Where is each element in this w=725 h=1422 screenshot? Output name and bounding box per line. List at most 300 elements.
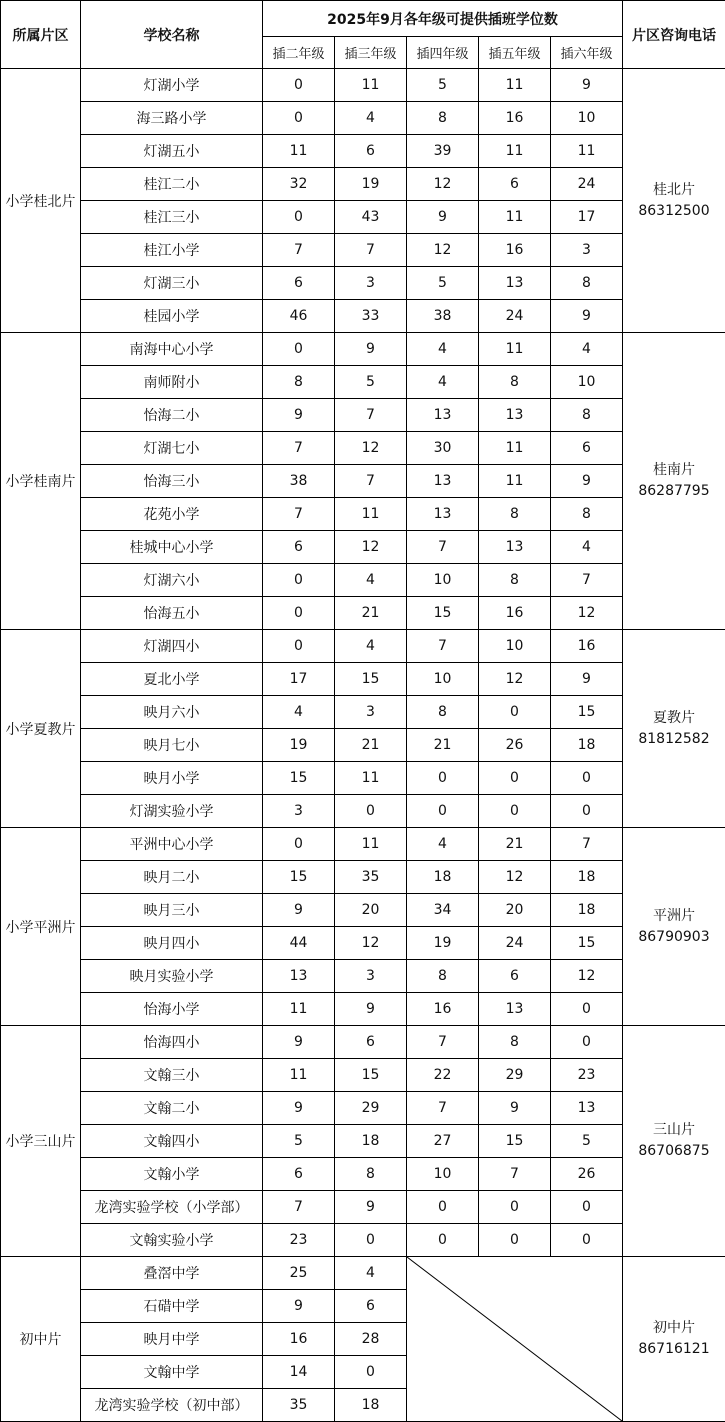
seat-count-cell: 0 (335, 795, 407, 828)
seat-count-cell: 8 (263, 366, 335, 399)
seat-count-cell: 15 (263, 861, 335, 894)
seat-count-cell: 10 (551, 366, 623, 399)
table-row (1, 102, 725, 135)
seat-count-cell: 35 (335, 861, 407, 894)
seat-count-cell: 38 (407, 300, 479, 333)
seat-count-cell: 0 (335, 1224, 407, 1257)
district-hotline-cell (623, 630, 725, 828)
seat-count-cell: 6 (479, 960, 551, 993)
seat-count-cell: 12 (551, 960, 623, 993)
district-hotline-cell (623, 333, 725, 630)
table-row (1, 201, 725, 234)
seat-count-cell: 7 (335, 465, 407, 498)
seat-count-cell: 27 (407, 1125, 479, 1158)
seat-count-cell: 21 (335, 597, 407, 630)
table-row (1, 234, 725, 267)
school-name-cell: 桂江二小 (81, 168, 263, 201)
seat-count-cell: 11 (479, 432, 551, 465)
seat-count-cell: 7 (407, 630, 479, 663)
school-name-cell: 桂城中心小学 (81, 531, 263, 564)
seat-count-cell: 15 (407, 597, 479, 630)
table-row (1, 729, 725, 762)
school-name-cell: 映月实验小学 (81, 960, 263, 993)
seat-count-cell: 8 (479, 366, 551, 399)
table-row (1, 1092, 725, 1125)
seat-count-cell: 11 (263, 135, 335, 168)
district-cell: 小学桂北片 (1, 69, 81, 333)
table-row (1, 564, 725, 597)
seat-count-cell: 44 (263, 927, 335, 960)
seat-count-cell: 16 (479, 102, 551, 135)
seat-count-cell: 8 (551, 399, 623, 432)
seat-count-cell: 9 (551, 300, 623, 333)
seat-count-cell: 30 (407, 432, 479, 465)
school-name-cell: 龙湾实验学校（初中部） (81, 1389, 263, 1422)
seat-count-cell: 23 (263, 1224, 335, 1257)
district-hotline-cell (623, 828, 725, 1026)
seat-count-cell: 9 (551, 69, 623, 102)
seat-count-cell: 16 (479, 597, 551, 630)
seat-count-cell: 20 (335, 894, 407, 927)
school-name-cell: 映月六小 (81, 696, 263, 729)
hotline-area-name: 三山片 (653, 1122, 695, 1138)
seat-count-cell: 26 (551, 1158, 623, 1191)
table-row (1, 1059, 725, 1092)
seat-count-cell: 24 (551, 168, 623, 201)
seat-count-cell: 34 (407, 894, 479, 927)
table-row (1, 795, 725, 828)
seat-count-cell: 10 (479, 630, 551, 663)
seat-count-cell: 23 (551, 1059, 623, 1092)
seat-count-cell: 7 (551, 828, 623, 861)
seat-count-cell: 4 (335, 102, 407, 135)
seat-count-cell: 7 (407, 1092, 479, 1125)
grade-header: 插五年级 (479, 37, 551, 69)
seat-count-cell: 5 (263, 1125, 335, 1158)
seat-count-cell: 15 (479, 1125, 551, 1158)
district-header: 所属片区 (1, 1, 81, 69)
seat-count-cell: 5 (407, 69, 479, 102)
seat-count-cell: 35 (263, 1389, 335, 1422)
school-name-cell: 平洲中心小学 (81, 828, 263, 861)
school-name-cell: 文翰二小 (81, 1092, 263, 1125)
district-cell: 小学夏教片 (1, 630, 81, 828)
seat-count-cell: 39 (407, 135, 479, 168)
school-name-cell: 灯湖小学 (81, 69, 263, 102)
seat-count-cell: 33 (335, 300, 407, 333)
seat-count-cell: 16 (407, 993, 479, 1026)
table-row (1, 168, 725, 201)
school-name-cell: 石碏中学 (81, 1290, 263, 1323)
seat-count-cell: 10 (407, 1158, 479, 1191)
seat-count-cell: 4 (407, 333, 479, 366)
seat-count-cell: 7 (551, 564, 623, 597)
district-cell: 初中片 (1, 1257, 81, 1422)
school-name-cell: 文翰四小 (81, 1125, 263, 1158)
seat-count-cell: 18 (551, 894, 623, 927)
school-name-cell: 灯湖三小 (81, 267, 263, 300)
seat-count-cell: 10 (407, 564, 479, 597)
seat-count-cell: 0 (551, 1224, 623, 1257)
seat-count-cell: 8 (407, 960, 479, 993)
school-name-cell: 怡海五小 (81, 597, 263, 630)
table-row (1, 1191, 725, 1224)
school-name-cell: 灯湖五小 (81, 135, 263, 168)
seat-count-cell: 11 (263, 993, 335, 1026)
seat-count-cell: 7 (335, 234, 407, 267)
seat-count-cell: 3 (335, 267, 407, 300)
table-row (1, 333, 725, 366)
seat-count-cell: 11 (479, 135, 551, 168)
seat-count-cell: 0 (479, 1224, 551, 1257)
school-name-cell: 夏北小学 (81, 663, 263, 696)
school-name-cell: 文翰中学 (81, 1356, 263, 1389)
seat-count-cell: 13 (479, 399, 551, 432)
seat-count-cell: 6 (335, 1026, 407, 1059)
grade-header: 插四年级 (407, 37, 479, 69)
school-name-cell: 文翰三小 (81, 1059, 263, 1092)
hotline-area-name: 初中片 (653, 1320, 695, 1336)
seat-count-cell: 38 (263, 465, 335, 498)
seat-count-cell: 7 (335, 399, 407, 432)
seat-count-cell: 29 (335, 1092, 407, 1125)
seat-count-cell: 26 (479, 729, 551, 762)
seat-count-cell: 0 (263, 69, 335, 102)
seat-count-cell: 15 (551, 696, 623, 729)
seat-count-cell: 20 (479, 894, 551, 927)
school-name-cell: 叠滘中学 (81, 1257, 263, 1290)
table-row (1, 927, 725, 960)
seat-count-cell: 6 (335, 135, 407, 168)
school-name-cell: 文翰实验小学 (81, 1224, 263, 1257)
seat-count-cell: 19 (407, 927, 479, 960)
seat-count-cell: 18 (407, 861, 479, 894)
seat-count-cell: 9 (263, 1092, 335, 1125)
hotline-phone-number: 86706875 (638, 1143, 710, 1159)
table-row (1, 69, 725, 102)
seat-count-cell: 11 (479, 69, 551, 102)
seat-count-cell: 7 (263, 1191, 335, 1224)
seat-count-cell: 16 (263, 1323, 335, 1356)
seat-count-cell: 4 (263, 696, 335, 729)
seat-count-cell: 46 (263, 300, 335, 333)
hotline-phone-number: 81812582 (638, 730, 710, 747)
hotline-area-name: 桂南片 (653, 462, 695, 478)
school-name-cell: 映月中学 (81, 1323, 263, 1356)
table-row (1, 861, 725, 894)
seat-count-cell: 11 (479, 201, 551, 234)
seat-count-cell: 8 (551, 498, 623, 531)
seat-count-cell: 12 (479, 861, 551, 894)
seat-count-cell: 9 (335, 993, 407, 1026)
school-name-cell: 南海中心小学 (81, 333, 263, 366)
group-title-header: 2025年9月各年级可提供插班学位数 (263, 1, 623, 37)
seat-count-cell: 8 (407, 696, 479, 729)
district-cell: 小学平洲片 (1, 828, 81, 1026)
table-row (1, 135, 725, 168)
seat-count-cell: 4 (551, 333, 623, 366)
seat-count-cell: 7 (407, 531, 479, 564)
seat-count-cell: 21 (479, 828, 551, 861)
school-name-cell: 龙湾实验学校（小学部） (81, 1191, 263, 1224)
grade-header: 插二年级 (263, 37, 335, 69)
district-hotline-cell (623, 69, 725, 333)
seat-count-cell: 10 (407, 663, 479, 696)
seat-count-cell: 0 (263, 333, 335, 366)
seat-count-cell: 9 (263, 399, 335, 432)
seat-count-cell: 8 (479, 1026, 551, 1059)
school-name-cell: 怡海三小 (81, 465, 263, 498)
seat-count-cell: 18 (335, 1389, 407, 1422)
seat-count-cell: 11 (479, 333, 551, 366)
grade-header: 插六年级 (551, 37, 623, 69)
seat-count-cell: 16 (479, 234, 551, 267)
seat-count-cell: 11 (335, 828, 407, 861)
seat-count-cell: 0 (263, 828, 335, 861)
school-name-cell: 灯湖六小 (81, 564, 263, 597)
table-row (1, 465, 725, 498)
seat-count-cell: 0 (479, 696, 551, 729)
seat-count-cell: 9 (479, 1092, 551, 1125)
seat-count-cell: 13 (407, 465, 479, 498)
seat-count-cell: 11 (263, 1059, 335, 1092)
seat-count-cell: 9 (335, 333, 407, 366)
seat-count-cell: 21 (407, 729, 479, 762)
seat-count-cell: 0 (407, 762, 479, 795)
hotline-area-name: 平洲片 (653, 907, 695, 924)
seat-count-cell: 22 (407, 1059, 479, 1092)
seat-count-cell: 19 (263, 729, 335, 762)
school-name-cell: 桂江三小 (81, 201, 263, 234)
seat-count-cell: 4 (335, 564, 407, 597)
seat-count-cell: 21 (335, 729, 407, 762)
seat-count-cell: 7 (263, 498, 335, 531)
hotline-phone-number: 86716121 (638, 1341, 710, 1357)
seat-count-cell: 9 (551, 465, 623, 498)
hotline-phone-number: 86312500 (638, 202, 710, 219)
seat-count-cell: 0 (263, 630, 335, 663)
seat-count-cell: 24 (479, 300, 551, 333)
seat-count-cell: 0 (551, 1191, 623, 1224)
seat-count-cell: 4 (335, 630, 407, 663)
seat-count-cell: 0 (479, 762, 551, 795)
table-row (1, 828, 725, 861)
seat-count-cell: 13 (479, 993, 551, 1026)
seat-count-cell: 14 (263, 1356, 335, 1389)
seat-count-cell: 3 (551, 234, 623, 267)
seat-count-cell: 6 (551, 432, 623, 465)
seat-count-cell: 7 (479, 1158, 551, 1191)
district-hotline-cell (623, 1026, 725, 1257)
seat-count-cell: 28 (335, 1323, 407, 1356)
seat-count-cell: 13 (263, 960, 335, 993)
school-name-cell: 怡海四小 (81, 1026, 263, 1059)
seat-count-cell: 18 (335, 1125, 407, 1158)
school-header: 学校名称 (81, 1, 263, 69)
seat-count-cell: 13 (479, 267, 551, 300)
seat-count-cell: 6 (263, 267, 335, 300)
school-name-cell: 桂园小学 (81, 300, 263, 333)
seat-count-cell: 15 (335, 1059, 407, 1092)
seat-count-cell: 24 (479, 927, 551, 960)
seat-count-cell: 17 (551, 201, 623, 234)
table-row (1, 993, 725, 1026)
diagonal-line (407, 1257, 622, 1421)
school-name-cell: 映月二小 (81, 861, 263, 894)
seat-count-cell: 5 (407, 267, 479, 300)
seat-count-cell: 0 (263, 564, 335, 597)
hotline-phone-number: 86790903 (638, 928, 710, 945)
seat-count-cell: 18 (551, 861, 623, 894)
seat-count-cell: 12 (407, 168, 479, 201)
seat-count-cell: 12 (479, 663, 551, 696)
seat-count-cell: 0 (263, 201, 335, 234)
seat-count-cell: 10 (551, 102, 623, 135)
school-name-cell: 映月小学 (81, 762, 263, 795)
school-name-cell: 映月四小 (81, 927, 263, 960)
table-row (1, 960, 725, 993)
seat-count-cell: 8 (479, 564, 551, 597)
table-row (1, 762, 725, 795)
seat-count-cell: 0 (335, 1356, 407, 1389)
school-name-cell: 灯湖四小 (81, 630, 263, 663)
seat-count-cell: 12 (335, 927, 407, 960)
district-cell: 小学桂南片 (1, 333, 81, 630)
seat-count-cell: 5 (551, 1125, 623, 1158)
seat-count-cell: 3 (263, 795, 335, 828)
seat-count-cell: 7 (263, 234, 335, 267)
table-row (1, 696, 725, 729)
seat-count-cell: 12 (335, 432, 407, 465)
school-name-cell: 文翰小学 (81, 1158, 263, 1191)
seat-count-cell: 12 (407, 234, 479, 267)
seat-count-cell: 25 (263, 1257, 335, 1290)
table-row (1, 531, 725, 564)
hotline-header: 片区咨询电话 (623, 1, 725, 69)
seat-count-cell: 0 (263, 597, 335, 630)
seat-count-cell: 13 (407, 498, 479, 531)
seat-count-cell: 32 (263, 168, 335, 201)
seat-count-cell: 13 (551, 1092, 623, 1125)
seat-count-cell: 15 (551, 927, 623, 960)
seat-count-cell: 0 (551, 795, 623, 828)
seat-count-cell: 29 (479, 1059, 551, 1092)
seat-count-cell: 6 (335, 1290, 407, 1323)
grade-header: 插三年级 (335, 37, 407, 69)
hotline-area-name: 桂北片 (653, 181, 695, 198)
seat-count-cell: 6 (263, 531, 335, 564)
table-row (1, 1026, 725, 1059)
district-hotline-cell (623, 1257, 725, 1422)
seat-count-cell: 0 (551, 762, 623, 795)
table-row (1, 663, 725, 696)
seat-count-cell: 4 (335, 1257, 407, 1290)
seat-count-cell: 0 (407, 1191, 479, 1224)
table-row (1, 1158, 725, 1191)
seat-count-cell: 15 (263, 762, 335, 795)
seat-count-cell: 17 (263, 663, 335, 696)
seat-count-cell: 13 (479, 531, 551, 564)
school-name-cell: 桂江小学 (81, 234, 263, 267)
school-name-cell: 映月三小 (81, 894, 263, 927)
seat-count-cell: 6 (263, 1158, 335, 1191)
table-row (1, 432, 725, 465)
seat-count-cell: 11 (335, 498, 407, 531)
seat-count-cell: 15 (335, 663, 407, 696)
district-cell: 小学三山片 (1, 1026, 81, 1257)
table-row (1, 267, 725, 300)
seat-count-cell: 3 (335, 960, 407, 993)
seat-count-cell: 16 (551, 630, 623, 663)
seat-count-cell: 0 (263, 102, 335, 135)
table-row (1, 1224, 725, 1257)
seat-count-cell: 11 (551, 135, 623, 168)
seat-count-cell: 11 (335, 762, 407, 795)
seat-count-cell: 11 (479, 465, 551, 498)
table-row (1, 894, 725, 927)
table-row (1, 1257, 725, 1290)
seat-count-cell: 8 (551, 267, 623, 300)
seat-count-cell: 9 (335, 1191, 407, 1224)
seat-count-cell: 8 (479, 498, 551, 531)
seat-count-cell: 0 (551, 1026, 623, 1059)
seat-count-cell: 43 (335, 201, 407, 234)
seat-count-cell: 8 (335, 1158, 407, 1191)
seat-count-cell: 4 (407, 366, 479, 399)
table-row (1, 300, 725, 333)
seat-count-cell: 9 (551, 663, 623, 696)
seat-count-cell: 8 (407, 102, 479, 135)
school-name-cell: 映月七小 (81, 729, 263, 762)
seat-count-cell: 11 (335, 69, 407, 102)
school-name-cell: 灯湖实验小学 (81, 795, 263, 828)
seat-count-cell: 9 (407, 201, 479, 234)
seat-count-cell: 0 (407, 1224, 479, 1257)
seat-count-cell: 0 (551, 993, 623, 1026)
seat-count-cell: 12 (335, 531, 407, 564)
school-name-cell: 怡海二小 (81, 399, 263, 432)
seat-count-cell: 18 (551, 729, 623, 762)
school-name-cell: 灯湖七小 (81, 432, 263, 465)
seat-count-cell: 19 (335, 168, 407, 201)
school-name-cell: 花苑小学 (81, 498, 263, 531)
table-row (1, 366, 725, 399)
school-name-cell: 海三路小学 (81, 102, 263, 135)
seat-count-cell: 13 (407, 399, 479, 432)
seat-count-cell: 0 (479, 795, 551, 828)
table-row (1, 597, 725, 630)
seat-count-cell: 4 (407, 828, 479, 861)
seat-count-cell: 9 (263, 1290, 335, 1323)
table-row (1, 1125, 725, 1158)
table-row (1, 498, 725, 531)
table-row (1, 630, 725, 663)
seat-count-cell: 4 (551, 531, 623, 564)
school-name-cell: 南师附小 (81, 366, 263, 399)
seat-count-cell: 5 (335, 366, 407, 399)
seat-count-cell: 0 (407, 795, 479, 828)
seat-count-cell: 9 (263, 894, 335, 927)
table-body (1, 69, 725, 1422)
table-row (1, 399, 725, 432)
seat-count-cell: 12 (551, 597, 623, 630)
hotline-phone-number: 86287795 (638, 483, 710, 499)
hotline-area-name: 夏教片 (653, 709, 695, 726)
seat-count-cell: 7 (407, 1026, 479, 1059)
seat-count-cell: 9 (263, 1026, 335, 1059)
seat-count-cell: 6 (479, 168, 551, 201)
seat-count-cell: 0 (479, 1191, 551, 1224)
